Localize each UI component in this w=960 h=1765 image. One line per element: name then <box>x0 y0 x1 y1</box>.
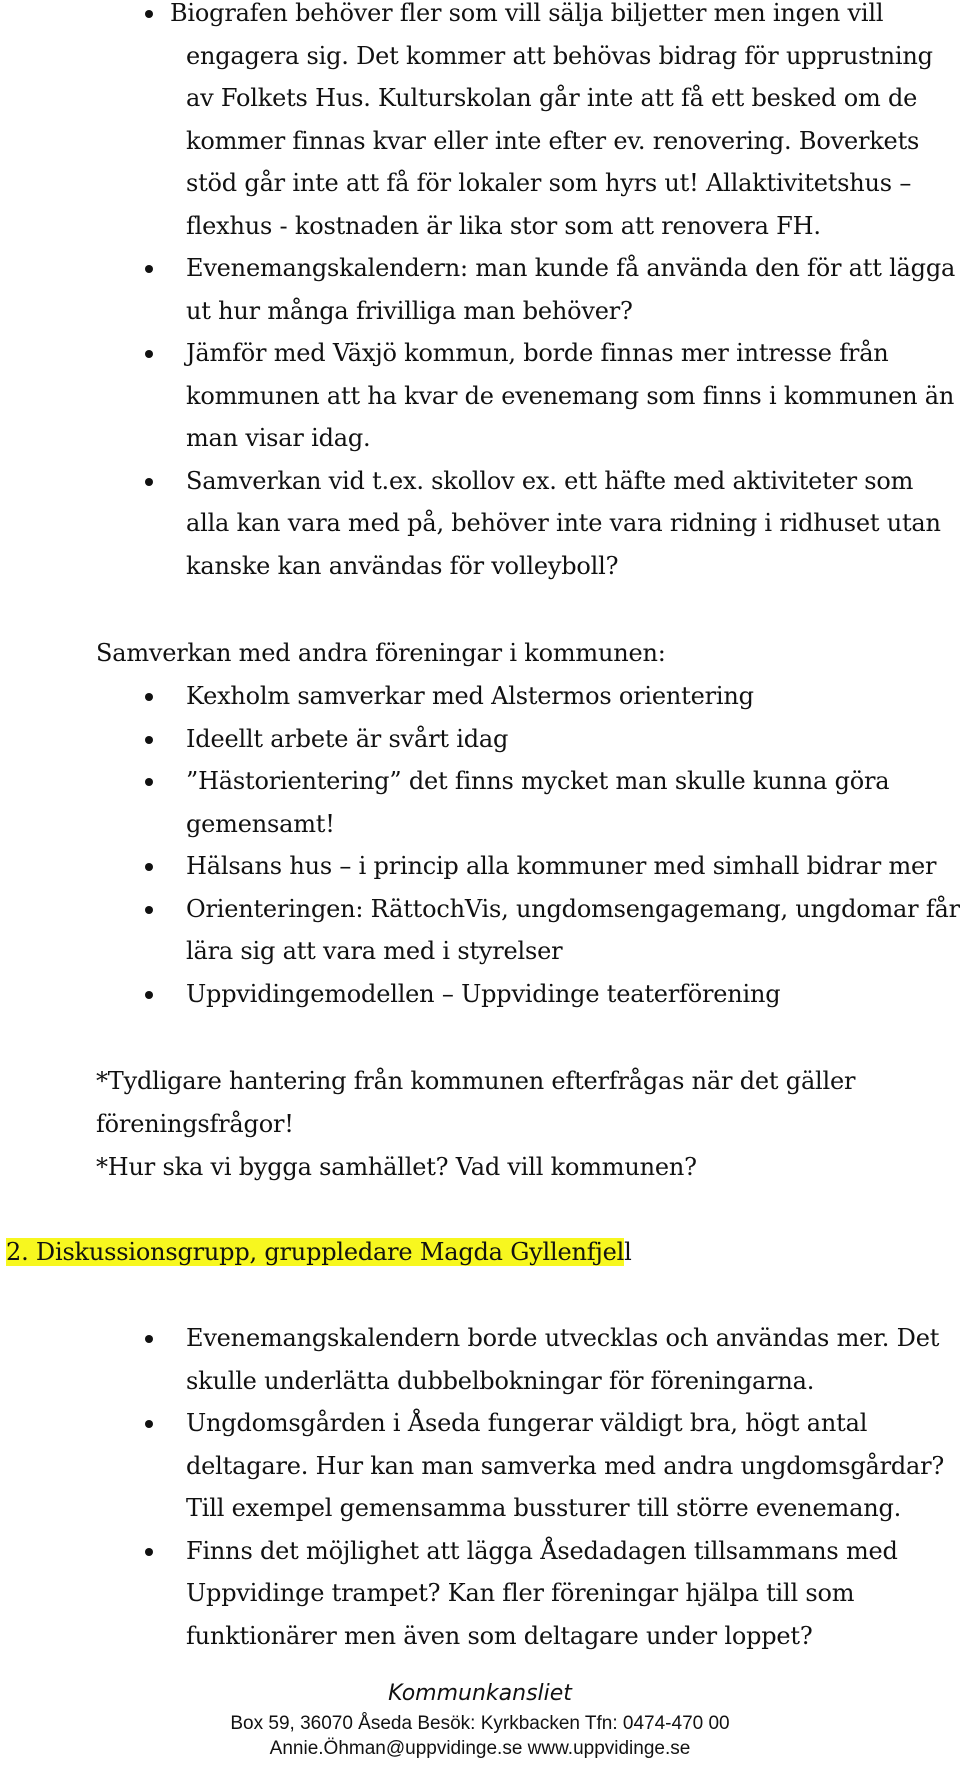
list-item-text: Jämför med Växjö kommun, borde finnas mer intresse från kommunen att ha kvar de evenemang som finns i kommunen än man visar idag. <box>186 339 955 452</box>
section-heading: Samverkan med andra föreningar i kommunen: <box>96 639 666 667</box>
list-item-text: Hälsans hus – i princip alla kommuner med simhall bidrar mer <box>186 852 937 880</box>
bullet-list-2 <box>0 675 960 1015</box>
list-item-text: ”Hästorientering” det finns mycket man skulle kunna göra gemensamt! <box>186 767 890 838</box>
list-item <box>0 332 960 460</box>
list-item <box>0 247 960 332</box>
bullet-list-3 <box>0 1317 960 1657</box>
list-item-text: Orienteringen: RättochVis, ungdomsengagemang, ungdomar får lära sig att vara med i styrelser <box>186 894 960 965</box>
bullet-icon <box>145 478 153 486</box>
bullet-icon <box>145 1335 153 1343</box>
list-item-text: Samverkan vid t.ex. skollov ex. ett häfte med aktiviteter som alla kan vara med på, behöver inte vara ridning i ridhuset utan kanske kan användas för volleyboll? <box>186 466 941 580</box>
list-item <box>0 0 960 247</box>
list-item-text: Biografen behöver fler som vill sälja biljetter men ingen vill engagera sig. Det kommer att behövas bidrag för upprustning av Folkets Hus. Kulturskolan går inte att få ett besked om de kommer finnas kvar eller inte efter ev. renovering. Boverkets stöd går inte att få för lokaler som hyrs ut! Allaktivitetshus – flexhus - kostnaden är lika stor som att renovera FH. <box>170 0 933 240</box>
list-item <box>0 1402 960 1530</box>
bullet-icon <box>145 1420 153 1428</box>
list-item <box>0 888 960 973</box>
list-item <box>0 1530 960 1658</box>
list-item <box>0 973 960 1016</box>
list-item <box>0 845 960 888</box>
list-item-text: Kexholm samverkar med Alstermos orientering <box>186 682 754 710</box>
bullet-icon <box>145 350 153 358</box>
bullet-icon <box>145 1548 153 1556</box>
list-item <box>0 1317 960 1402</box>
heading-text-tail: l <box>624 1238 632 1266</box>
bullet-icon <box>145 991 153 999</box>
list-item-text: Finns det möjlighet att lägga Åsedadagen tillsammans med Uppvidinge trampet? Kan fler föreningar hjälpa till som funktionärer men även som deltagare under loppet? <box>186 1536 898 1650</box>
list-item <box>0 675 960 718</box>
footer-title: Kommunkansliet <box>388 1681 572 1706</box>
list-item <box>0 718 960 761</box>
discussion-group-heading <box>6 1231 632 1274</box>
highlighted-heading-text: 2. Diskussionsgrupp, gruppledare Magda Gyllenfjel <box>6 1238 625 1266</box>
note-1: *Tydligare hantering från kommunen efterfrågas när det gäller föreningsfrågor! <box>96 1067 856 1138</box>
bullet-icon <box>145 736 153 744</box>
list-item-text: Evenemangskalendern: man kunde få använda den för att lägga ut hur många frivilliga man behöver? <box>186 254 956 325</box>
footer-contact: Annie.Öhman@uppvidinge.se www.uppvidinge.se <box>269 1738 691 1759</box>
bullet-icon <box>145 778 153 786</box>
list-item-text: Ideellt arbete är svårt idag <box>186 724 509 753</box>
bullet-icon <box>145 10 153 18</box>
list-item-text: Uppvidingemodellen – Uppvidinge teaterförening <box>186 979 781 1008</box>
bullet-icon <box>145 265 153 273</box>
bullet-list-1 <box>0 0 960 587</box>
bullet-icon <box>145 906 153 914</box>
bullet-icon <box>145 863 153 871</box>
list-item <box>0 460 960 588</box>
list-item-text: Ungdomsgården i Åseda fungerar väldigt bra, högt antal deltagare. Hur kan man samverka med andra ungdomsgårdar? Till exempel gemensamma bussturer till större evenemang. <box>186 1409 945 1522</box>
list-item-text: Evenemangskalendern borde utvecklas och användas mer. Det skulle underlätta dubbelbokningar för föreningarna. <box>186 1324 940 1395</box>
note-2: *Hur ska vi bygga samhället? Vad vill kommunen? <box>96 1153 697 1181</box>
bullet-icon <box>145 693 153 701</box>
footer-address: Box 59, 36070 Åseda Besök: Kyrkbacken Tfn: 0474-470 00 <box>230 1713 730 1734</box>
list-item <box>0 760 960 845</box>
